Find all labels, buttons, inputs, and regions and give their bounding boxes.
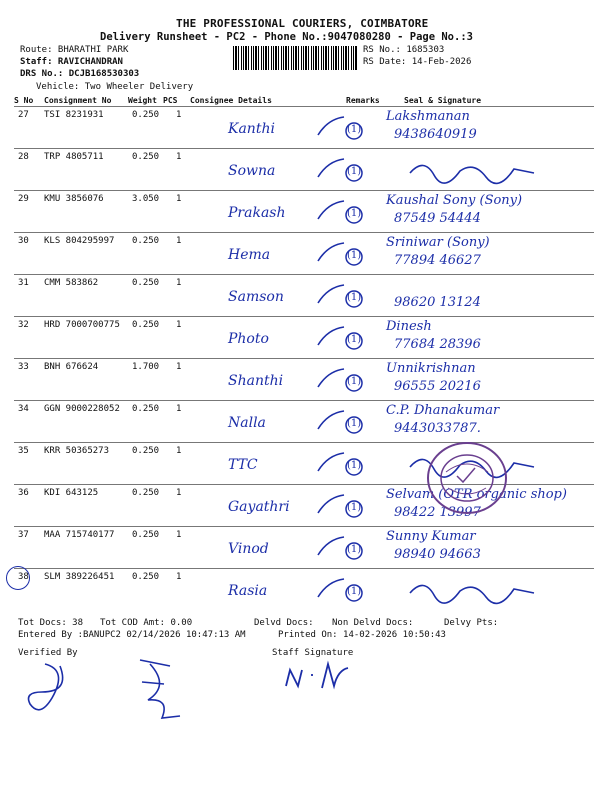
row-pcs: 1: [176, 530, 182, 540]
signature-name: Unnikrishnan: [386, 361, 476, 376]
rs-number: RS No.: 1685303: [363, 45, 445, 55]
table-row: [14, 148, 594, 191]
table-row: [14, 106, 594, 149]
signature-name: Sunny Kumar: [386, 529, 476, 544]
row-pcs: 1: [176, 320, 182, 330]
signature-phone: 9438640919: [394, 127, 477, 142]
row-sno: 31: [18, 278, 29, 288]
consignee-handwritten: Rasia: [228, 583, 268, 599]
table-row: [14, 190, 594, 233]
consignee-handwritten: Sowna: [228, 163, 276, 179]
rs-date: RS Date: 14-Feb-2026: [363, 57, 472, 67]
row-consignment-no: HRD 7000700775: [44, 320, 120, 330]
row-weight: 0.250: [132, 404, 160, 414]
row-consignment-no: TSI 8231931: [44, 110, 104, 120]
remark-mark: (1): [347, 292, 362, 303]
row-sno: 27: [18, 110, 29, 120]
table-row: [14, 358, 594, 401]
signature-phone: 96555 20216: [394, 379, 481, 394]
row-consignment-no: MAA 715740177: [44, 530, 115, 540]
table-row: [14, 274, 594, 317]
tot-cod: Tot COD Amt: 0.00: [100, 618, 193, 628]
col-consignee: Consignee Details: [190, 96, 272, 105]
row-weight: 1.700: [132, 362, 160, 372]
entered-by: Entered By :BANUPC2 02/14/2026 10:47:13 AM: [18, 630, 246, 640]
tot-docs: Tot Docs: 38: [18, 618, 84, 628]
runsheet-title: Delivery Runsheet - PC2 - Phone No.:9047080280 - Page No.:3: [100, 31, 473, 43]
barcode: [233, 46, 358, 70]
col-remarks: Remarks: [346, 96, 380, 105]
row-sno: 34: [18, 404, 29, 414]
consignee-handwritten: Samson: [228, 289, 284, 305]
remark-mark: (1): [347, 250, 362, 261]
remark-mark: (1): [347, 502, 362, 513]
row-weight: 0.250: [132, 572, 160, 582]
remark-mark: (1): [347, 586, 362, 597]
col-sno: S No: [14, 96, 34, 105]
row-sno: 28: [18, 152, 29, 162]
row-weight: 0.250: [132, 446, 160, 456]
consignee-handwritten: Shanthi: [228, 373, 284, 389]
row-sno: 36: [18, 488, 29, 498]
non-delvd-docs: Non Delvd Docs:: [332, 618, 414, 628]
row-sno: 33: [18, 362, 29, 372]
consignee-handwritten: Hema: [228, 247, 271, 263]
company-name: THE PROFESSIONAL COURIERS, COIMBATORE: [176, 17, 429, 30]
signature-phone: 98620 13124: [394, 295, 481, 310]
consignee-handwritten: Kanthi: [228, 121, 275, 137]
table-row: [14, 400, 594, 443]
verified-by-label: Verified By: [18, 648, 78, 658]
row-sno: 29: [18, 194, 29, 204]
row-pcs: 1: [176, 152, 182, 162]
col-pcs: PCS: [163, 96, 178, 105]
consignee-handwritten: Nalla: [228, 415, 266, 431]
row-pcs: 1: [176, 194, 182, 204]
signature-phone: 87549 54444: [394, 211, 481, 226]
remark-mark: (1): [347, 460, 362, 471]
signature-name: Sriniwar (Sony): [386, 235, 490, 250]
row-pcs: 1: [176, 404, 182, 414]
remark-mark: (1): [347, 166, 362, 177]
row-pcs: 1: [176, 278, 182, 288]
col-consignment: Consignment No: [44, 96, 112, 105]
row-consignment-no: BNH 676624: [44, 362, 99, 372]
table-row: [14, 316, 594, 359]
signature-phone: 98422 13997: [394, 505, 481, 520]
consignee-handwritten: TTC: [228, 457, 258, 473]
staff-signature: [282, 660, 352, 694]
table-row: [14, 232, 594, 275]
col-weight: Weight: [128, 96, 157, 105]
signature-phone: 77894 46627: [394, 253, 481, 268]
signature-scribble: [404, 573, 544, 607]
remark-mark: (1): [347, 376, 362, 387]
row-sno: 37: [18, 530, 29, 540]
row-sno: 38: [18, 572, 29, 582]
consignee-handwritten: Vinod: [228, 541, 269, 557]
signature-phone: 98940 94663: [394, 547, 481, 562]
consignee-handwritten: Prakash: [228, 205, 286, 221]
verifier-signature: [20, 656, 210, 736]
remark-mark: (1): [347, 124, 362, 135]
row-consignment-no: GGN 9000228052: [44, 404, 120, 414]
row-pcs: 1: [176, 236, 182, 246]
row-pcs: 1: [176, 446, 182, 456]
row-consignment-no: CMM 583862: [44, 278, 99, 288]
row-consignment-no: KMU 3856076: [44, 194, 104, 204]
row-pcs: 1: [176, 362, 182, 372]
row-weight: 0.250: [132, 530, 160, 540]
row-pcs: 1: [176, 488, 182, 498]
row-sno: 32: [18, 320, 29, 330]
remark-mark: (1): [347, 334, 362, 345]
row-weight: 0.250: [132, 488, 160, 498]
signature-scribble: [404, 153, 544, 187]
row-weight: 3.050: [132, 194, 160, 204]
signature-name: Lakshmanan: [386, 109, 470, 124]
signature-phone: 9443033787.: [394, 421, 481, 436]
staff-signature-label: Staff Signature: [272, 648, 354, 658]
printed-on: Printed On: 14-02-2026 10:50:43: [278, 630, 446, 640]
delvd-docs: Delvd Docs:: [254, 618, 314, 628]
signature-name: Dinesh: [386, 319, 432, 334]
signature-name: Kaushal Sony (Sony): [386, 193, 523, 208]
remark-mark: (1): [347, 418, 362, 429]
row-weight: 0.250: [132, 110, 160, 120]
row-weight: 0.250: [132, 236, 160, 246]
consignee-handwritten: Photo: [228, 331, 269, 347]
remark-mark: (1): [347, 544, 362, 555]
signature-name: Selvam (OTR organic shop): [386, 487, 567, 502]
delvy-pts: Delvy Pts:: [444, 618, 499, 628]
row-sno: 35: [18, 446, 29, 456]
row-weight: 0.250: [132, 152, 160, 162]
row-weight: 0.250: [132, 320, 160, 330]
row-consignment-no: KLS 804295997: [44, 236, 115, 246]
table-row: [14, 568, 594, 611]
signature-phone: 77684 28396: [394, 337, 481, 352]
table-row: [14, 526, 594, 569]
remark-mark: (1): [347, 208, 362, 219]
col-seal-signature: Seal & Signature: [404, 96, 482, 105]
consignee-handwritten: Gayathri: [228, 499, 290, 515]
staff-label: Staff: RAVICHANDRAN: [20, 57, 123, 67]
seal-stamp: [424, 438, 510, 518]
row-sno: 30: [18, 236, 29, 246]
route-label: Route: BHARATHI PARK: [20, 45, 129, 55]
sno-circle-mark: [6, 566, 30, 590]
row-consignment-no: SLM 389226451: [44, 572, 115, 582]
row-consignment-no: KRR 50365273: [44, 446, 110, 456]
drs-number: DRS No.: DCJB168530303: [20, 69, 140, 79]
signature-name: C.P. Dhanakumar: [386, 403, 500, 418]
vehicle-label: Vehicle: Two Wheeler Delivery: [36, 82, 194, 92]
row-consignment-no: KDI 643125: [44, 488, 99, 498]
row-pcs: 1: [176, 572, 182, 582]
row-pcs: 1: [176, 110, 182, 120]
row-consignment-no: TRP 4805711: [44, 152, 104, 162]
row-weight: 0.250: [132, 278, 160, 288]
